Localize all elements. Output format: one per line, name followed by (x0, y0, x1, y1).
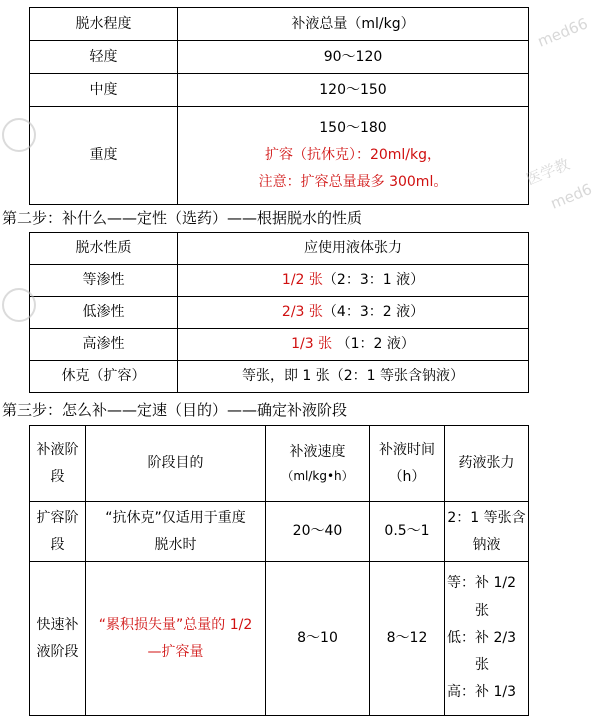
header-tension: 应使用液体张力 (178, 233, 529, 265)
tension-cell (178, 329, 529, 361)
tension-cell (178, 265, 529, 297)
speed-cell: 20～40 (266, 502, 370, 562)
nature-cell: 等渗性 (30, 265, 178, 297)
shock-note: 扩容（抗休克）：20ml/kg， (264, 146, 442, 163)
time-cell: 8～12 (370, 562, 445, 716)
max-volume-note: 注意：扩容总量最多 300ml。 (258, 174, 448, 191)
speed-cell: 8～10 (266, 562, 370, 716)
degree-cell: 轻度 (30, 41, 178, 74)
tension-value: 1/2 张 (281, 272, 323, 289)
watermark-site: med6 (548, 179, 595, 213)
hypertonic-tension: 高：补 1/3 (447, 684, 516, 701)
nature-cell: 低渗性 (30, 297, 178, 329)
purpose-cell: “抗休克”仅适用于重度 脱水时 (86, 502, 266, 562)
header-fluid-tension: 药液张力 (445, 426, 529, 502)
amount-cell: 90～120 (178, 41, 529, 74)
header-nature: 脱水性质 (30, 233, 178, 265)
watermark-site: med66 (535, 14, 591, 51)
header-amount: 补液总量（ml/kg） (178, 8, 529, 41)
header-speed: 补液速度 （ml/kg•h） (266, 426, 370, 502)
stage-cell: 快速补 液阶段 (30, 562, 86, 716)
dehydration-degree-table (29, 7, 529, 205)
header-time: 补液时间 （h） (370, 426, 445, 502)
time-cell: 0.5～1 (370, 502, 445, 562)
tension-ratio: （4：3：2 液） (322, 304, 425, 321)
tension-value: 2/3 张 (281, 304, 323, 321)
step2-heading: 第二步：补什么——定性（选药）——根据脱水的性质 (2, 209, 363, 227)
purpose-cell: “累积损失量”总量的 1/2 —扩容量 (86, 562, 266, 716)
fluid-tension-cell: 2：1 等张含 钠液 (445, 502, 529, 562)
rehydration-stage-table (29, 425, 529, 716)
nature-cell: 高渗性 (30, 329, 178, 361)
degree-cell: 中度 (30, 74, 178, 107)
amount-cell-severe (178, 107, 529, 205)
degree-cell: 重度 (30, 107, 178, 205)
hypotonic-tension: 低：补 2/3 (447, 629, 516, 646)
tension-ratio: （2：3：1 液） (322, 272, 425, 289)
tension-ratio: （1：2 液） (332, 336, 415, 353)
dehydration-nature-table (29, 232, 529, 393)
tension-cell (178, 297, 529, 329)
amount-value: 150～180 (319, 119, 387, 136)
fluid-tension-cell: 等：补 1/2 张 低：补 2/3 张 高：补 1/3 (445, 562, 529, 716)
tension-value: 1/3 张 (291, 336, 333, 353)
tension-cell: 等张，即 1 张（2：1 等张含钠液） (178, 361, 529, 393)
amount-cell: 120～150 (178, 74, 529, 107)
watermark-brand: 医学教 (523, 154, 573, 189)
stage-cell: 扩容阶 段 (30, 502, 86, 562)
header-degree: 脱水程度 (30, 8, 178, 41)
nature-cell: 休克（扩容） (30, 361, 178, 393)
header-purpose: 阶段目的 (86, 426, 266, 502)
step3-heading: 第三步：怎么补——定速（目的）——确定补液阶段 (2, 401, 348, 419)
isotonic-tension: 等：补 1/2 (447, 575, 516, 592)
header-stage: 补液阶 段 (30, 426, 86, 502)
